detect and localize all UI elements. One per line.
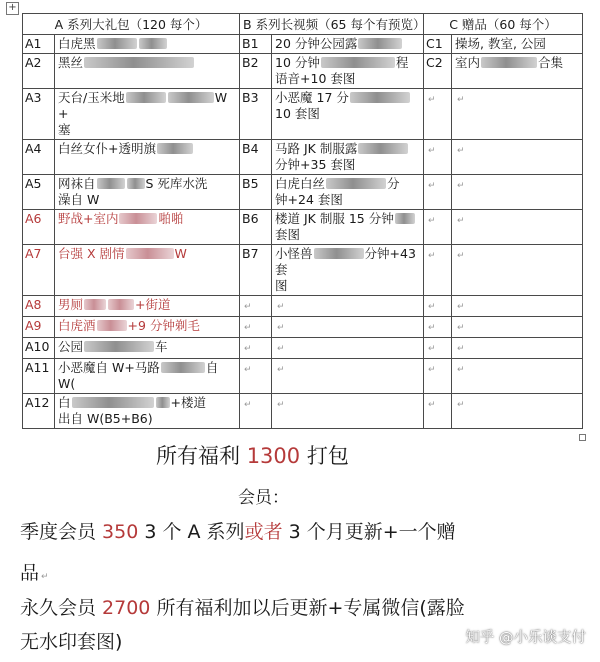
c-gift-desc-cell xyxy=(452,338,583,359)
pilcrow-mark: ↵ xyxy=(244,365,252,375)
offer-table xyxy=(22,13,583,429)
b-series-text: 10 套图 xyxy=(275,106,320,121)
permanent-line-continued xyxy=(20,627,122,654)
pilcrow-mark: ↵ xyxy=(428,216,436,226)
a-series-desc-cell xyxy=(55,245,240,296)
b-series-desc-cell xyxy=(272,210,424,245)
b-series-text: 分钟+35 套图 xyxy=(275,157,356,172)
permanent-price: 2700 xyxy=(102,597,151,619)
b-series-code-cell xyxy=(240,175,272,210)
table-row xyxy=(23,359,583,394)
pilcrow-mark: ↵ xyxy=(457,95,465,105)
redacted-blur xyxy=(72,397,154,408)
a-series-text: 男厕 xyxy=(58,297,84,312)
redacted-blur xyxy=(97,38,137,49)
c-gift-desc-cell xyxy=(452,54,583,89)
a-series-text: 网袜自 xyxy=(58,176,96,191)
a-series-code-cell xyxy=(23,245,55,296)
a-series-text: W xyxy=(174,246,187,261)
b-series-code: B1 xyxy=(242,36,259,51)
redacted-blur xyxy=(126,248,174,259)
b-series-code-cell xyxy=(240,338,272,359)
table-row xyxy=(23,54,583,89)
pilcrow-mark: ↵ xyxy=(277,302,285,312)
pilcrow-mark: ↵ xyxy=(428,365,436,375)
a-series-code-cell xyxy=(23,394,55,429)
redacted-blur xyxy=(314,248,364,259)
pilcrow-mark: ↵ xyxy=(457,146,465,156)
c-gift-code: C2 xyxy=(426,55,443,70)
c-gift-desc-cell xyxy=(452,89,583,140)
b-series-text: 20 分钟公园露 xyxy=(275,36,358,51)
b-series-text: 小恶魔 17 分 xyxy=(275,90,349,105)
b-series-text: 马路 JK 制服露 xyxy=(275,141,358,156)
pilcrow-mark: ↵ xyxy=(41,572,49,582)
header-a-series: A 系列大礼包（120 每个） xyxy=(23,14,240,35)
header-b-series: B 系列长视频（65 每个有预览） xyxy=(240,14,424,35)
b-series-code-cell xyxy=(240,394,272,429)
c-gift-code: C1 xyxy=(426,36,443,51)
b-series-code: B7 xyxy=(242,246,259,261)
a-series-text: 小恶魔自 W+马路 xyxy=(58,360,160,375)
a-series-code: A1 xyxy=(25,36,42,51)
quarterly-cont: 品 xyxy=(20,562,40,584)
a-series-desc-cell xyxy=(55,140,240,175)
table-row xyxy=(23,35,583,54)
a-series-desc-cell xyxy=(55,35,240,54)
b-series-desc-cell xyxy=(272,245,424,296)
a-series-text: 白虎酒 xyxy=(58,318,96,333)
b-series-text: 10 分钟 xyxy=(275,55,320,70)
a-series-text: W+ xyxy=(58,90,228,121)
b-series-text: 分 xyxy=(387,176,400,191)
table-row xyxy=(23,338,583,359)
bundle-post: 打包 xyxy=(300,444,349,468)
bundle-price: 1300 xyxy=(246,444,301,468)
c-gift-code-cell xyxy=(424,210,452,245)
membership-label xyxy=(238,483,289,508)
table-row xyxy=(23,89,583,140)
redacted-blur xyxy=(139,38,167,49)
pilcrow-mark: ↵ xyxy=(428,95,436,105)
pilcrow-mark: ↵ xyxy=(428,251,436,261)
pilcrow-mark: ↵ xyxy=(428,400,436,410)
b-series-code-cell xyxy=(240,210,272,245)
b-series-desc-cell xyxy=(272,317,424,338)
a-series-code: A2 xyxy=(25,55,42,70)
c-gift-code-cell xyxy=(424,245,452,296)
pilcrow-mark: ↵ xyxy=(244,400,252,410)
table-resize-handle[interactable] xyxy=(579,434,586,441)
a-series-text: 车 xyxy=(155,339,168,354)
a-series-code: A11 xyxy=(25,360,50,375)
redacted-blur xyxy=(350,92,410,103)
table-header-row xyxy=(23,14,583,35)
b-series-code-cell xyxy=(240,140,272,175)
c-gift-desc-cell xyxy=(452,140,583,175)
a-series-code-cell xyxy=(23,359,55,394)
bundle-line xyxy=(156,440,349,470)
a-series-desc-cell xyxy=(55,89,240,140)
pilcrow-mark: ↵ xyxy=(457,323,465,333)
a-series-text: +9 分钟剃毛 xyxy=(127,318,200,333)
pilcrow-mark: ↵ xyxy=(457,365,465,375)
c-gift-desc-cell xyxy=(452,317,583,338)
b-series-code: B2 xyxy=(242,55,259,70)
pilcrow-mark: ↵ xyxy=(244,323,252,333)
table-row xyxy=(23,245,583,296)
b-series-desc-cell xyxy=(272,359,424,394)
quarterly-pre: 季度会员 xyxy=(20,521,103,543)
c-gift-desc-cell xyxy=(452,210,583,245)
pilcrow-mark: ↵ xyxy=(277,323,285,333)
b-series-desc-cell xyxy=(272,175,424,210)
table-body xyxy=(23,35,583,429)
a-series-desc-cell xyxy=(55,359,240,394)
pilcrow-mark: ↵ xyxy=(457,251,465,261)
a-series-code: A3 xyxy=(25,90,42,105)
redacted-blur xyxy=(84,341,154,352)
a-series-code: A9 xyxy=(25,318,42,333)
a-series-code: A6 xyxy=(25,211,42,226)
pilcrow-mark: ↵ xyxy=(457,302,465,312)
c-gift-text: 合集 xyxy=(538,55,564,70)
c-gift-code-cell xyxy=(424,54,452,89)
c-gift-code-cell xyxy=(424,359,452,394)
redacted-blur xyxy=(358,38,402,49)
a-series-text: 公园 xyxy=(58,339,84,354)
b-series-text: 分钟+43 套 xyxy=(275,246,416,277)
a-series-text: 白丝女仆+透明旗 xyxy=(58,141,156,156)
c-gift-desc-cell xyxy=(452,175,583,210)
c-gift-code-cell xyxy=(424,394,452,429)
c-gift-desc-cell xyxy=(452,296,583,317)
pilcrow-mark: ↵ xyxy=(277,365,285,375)
b-series-desc-cell xyxy=(272,394,424,429)
quarterly-or: 或者 xyxy=(244,521,283,543)
pilcrow-mark: ↵ xyxy=(277,344,285,354)
b-series-text: 图 xyxy=(275,278,288,293)
c-gift-desc-cell xyxy=(452,245,583,296)
redacted-blur xyxy=(97,178,125,189)
c-gift-text: 操场, 教室, 公园 xyxy=(455,36,546,51)
redacted-blur xyxy=(119,213,157,224)
a-series-text: 白 xyxy=(58,395,71,410)
b-series-desc-cell xyxy=(272,35,424,54)
permanent-cont: 无水印套图) xyxy=(20,631,123,653)
c-gift-desc-cell xyxy=(452,359,583,394)
a-series-text: 黑丝 xyxy=(58,55,84,70)
pilcrow-mark: ↵ xyxy=(277,400,285,410)
quarterly-price: 350 xyxy=(102,521,139,543)
pilcrow-mark: ↵ xyxy=(457,400,465,410)
a-series-code-cell xyxy=(23,296,55,317)
a-series-desc-cell xyxy=(55,210,240,245)
b-series-code: B6 xyxy=(242,211,259,226)
permanent-pre: 永久会员 xyxy=(20,597,103,619)
membership-label-text: 会员： xyxy=(238,488,289,508)
redacted-blur xyxy=(156,397,170,408)
b-series-desc-cell xyxy=(272,296,424,317)
b-series-code: B3 xyxy=(242,90,259,105)
b-series-code-cell xyxy=(240,54,272,89)
a-series-text: 出自 W(B5+B6) xyxy=(58,411,153,426)
redacted-blur xyxy=(108,299,134,310)
redacted-blur xyxy=(157,143,193,154)
pilcrow-mark: ↵ xyxy=(244,302,252,312)
table-row xyxy=(23,317,583,338)
redacted-blur xyxy=(481,57,537,68)
b-series-text: 程 xyxy=(395,55,409,70)
redacted-blur xyxy=(326,178,386,189)
a-series-text: 天台/玉米地 xyxy=(58,90,125,105)
quarterly-line xyxy=(20,517,456,544)
a-series-code: A12 xyxy=(25,395,50,410)
b-series-desc-cell xyxy=(272,54,424,89)
c-gift-code-cell xyxy=(424,89,452,140)
a-series-code: A10 xyxy=(25,339,50,354)
a-series-text: 塞 xyxy=(58,122,71,137)
pilcrow-mark: ↵ xyxy=(428,181,436,191)
a-series-desc-cell xyxy=(55,296,240,317)
a-series-text: +楼道 xyxy=(170,395,206,410)
a-series-code-cell xyxy=(23,317,55,338)
a-series-text: +街道 xyxy=(135,297,171,312)
quarterly-line-continued xyxy=(20,558,49,585)
redacted-blur xyxy=(84,299,106,310)
table-row xyxy=(23,296,583,317)
redacted-blur xyxy=(168,92,214,103)
a-series-desc-cell xyxy=(55,54,240,89)
a-series-text: 自 xyxy=(205,360,219,375)
a-series-code-cell xyxy=(23,89,55,140)
c-gift-code-cell xyxy=(424,317,452,338)
a-series-text: 啪啪 xyxy=(158,211,184,226)
quarterly-post: 3 个月更新+一个赠 xyxy=(282,521,456,543)
a-series-desc-cell xyxy=(55,338,240,359)
c-gift-code-cell xyxy=(424,35,452,54)
quarterly-mid: 3 个 A 系列 xyxy=(138,521,245,543)
a-series-code-cell xyxy=(23,35,55,54)
b-series-code: B5 xyxy=(242,176,259,191)
pilcrow-mark: ↵ xyxy=(457,181,465,191)
b-series-text: 套图 xyxy=(275,227,301,242)
header-c-gifts: C 赠品（60 每个） xyxy=(424,14,583,35)
a-series-code: A8 xyxy=(25,297,42,312)
c-gift-text: 室内 xyxy=(455,55,481,70)
a-series-code-cell xyxy=(23,210,55,245)
redacted-blur xyxy=(358,143,408,154)
a-series-text: 野战+室内 xyxy=(58,211,119,226)
a-series-text: 白虎黑 xyxy=(58,36,96,51)
redacted-blur xyxy=(126,92,166,103)
pilcrow-mark: ↵ xyxy=(428,146,436,156)
pilcrow-mark: ↵ xyxy=(457,216,465,226)
table-row xyxy=(23,140,583,175)
a-series-text: W( xyxy=(58,376,76,391)
pilcrow-mark: ↵ xyxy=(428,344,436,354)
pilcrow-mark: ↵ xyxy=(428,323,436,333)
c-gift-code-cell xyxy=(424,338,452,359)
c-gift-desc-cell xyxy=(452,394,583,429)
table-row xyxy=(23,210,583,245)
a-series-text: 澡自 W xyxy=(58,192,100,207)
pilcrow-mark: ↵ xyxy=(244,344,252,354)
a-series-code-cell xyxy=(23,140,55,175)
redacted-blur xyxy=(84,57,194,68)
c-gift-desc-cell xyxy=(452,35,583,54)
b-series-text: 白虎白丝 xyxy=(275,176,326,191)
a-series-code: A4 xyxy=(25,141,42,156)
a-series-desc-cell xyxy=(55,175,240,210)
a-series-code-cell xyxy=(23,175,55,210)
permanent-post: 所有福利加以后更新+专属微信(露脸 xyxy=(150,597,465,619)
redacted-blur xyxy=(97,320,127,331)
c-gift-code-cell xyxy=(424,175,452,210)
b-series-code: B4 xyxy=(242,141,259,156)
table-row xyxy=(23,394,583,429)
redacted-blur xyxy=(395,213,415,224)
b-series-text: 楼道 JK 制服 15 分钟 xyxy=(275,211,394,226)
b-series-code-cell xyxy=(240,35,272,54)
redacted-blur xyxy=(127,178,145,189)
a-series-code: A7 xyxy=(25,246,42,261)
b-series-code-cell xyxy=(240,359,272,394)
a-series-desc-cell xyxy=(55,317,240,338)
pilcrow-mark: ↵ xyxy=(457,344,465,354)
b-series-text: 钟+24 套图 xyxy=(275,192,343,207)
b-series-code-cell xyxy=(240,317,272,338)
watermark-text: 知乎 @小乐谈支付 xyxy=(465,630,586,646)
table-move-handle-icon[interactable]: + xyxy=(6,2,19,15)
redacted-blur xyxy=(161,362,205,373)
b-series-code-cell xyxy=(240,245,272,296)
b-series-desc-cell xyxy=(272,140,424,175)
b-series-text: 语音+10 套图 xyxy=(275,71,356,86)
b-series-text: 小怪兽 xyxy=(275,246,313,261)
redacted-blur xyxy=(321,57,395,68)
c-gift-code-cell xyxy=(424,296,452,317)
b-series-code-cell xyxy=(240,296,272,317)
a-series-desc-cell xyxy=(55,394,240,429)
a-series-code: A5 xyxy=(25,176,42,191)
b-series-desc-cell xyxy=(272,338,424,359)
table-row xyxy=(23,175,583,210)
a-series-text: S 死库水洗 xyxy=(145,176,208,191)
pilcrow-mark: ↵ xyxy=(428,302,436,312)
a-series-code-cell xyxy=(23,338,55,359)
b-series-code-cell xyxy=(240,89,272,140)
c-gift-code-cell xyxy=(424,140,452,175)
a-series-code-cell xyxy=(23,54,55,89)
permanent-line xyxy=(20,593,465,620)
a-series-text: 台强 X 剧情 xyxy=(58,246,125,261)
bundle-pre: 所有福利 xyxy=(156,444,247,468)
b-series-desc-cell xyxy=(272,89,424,140)
